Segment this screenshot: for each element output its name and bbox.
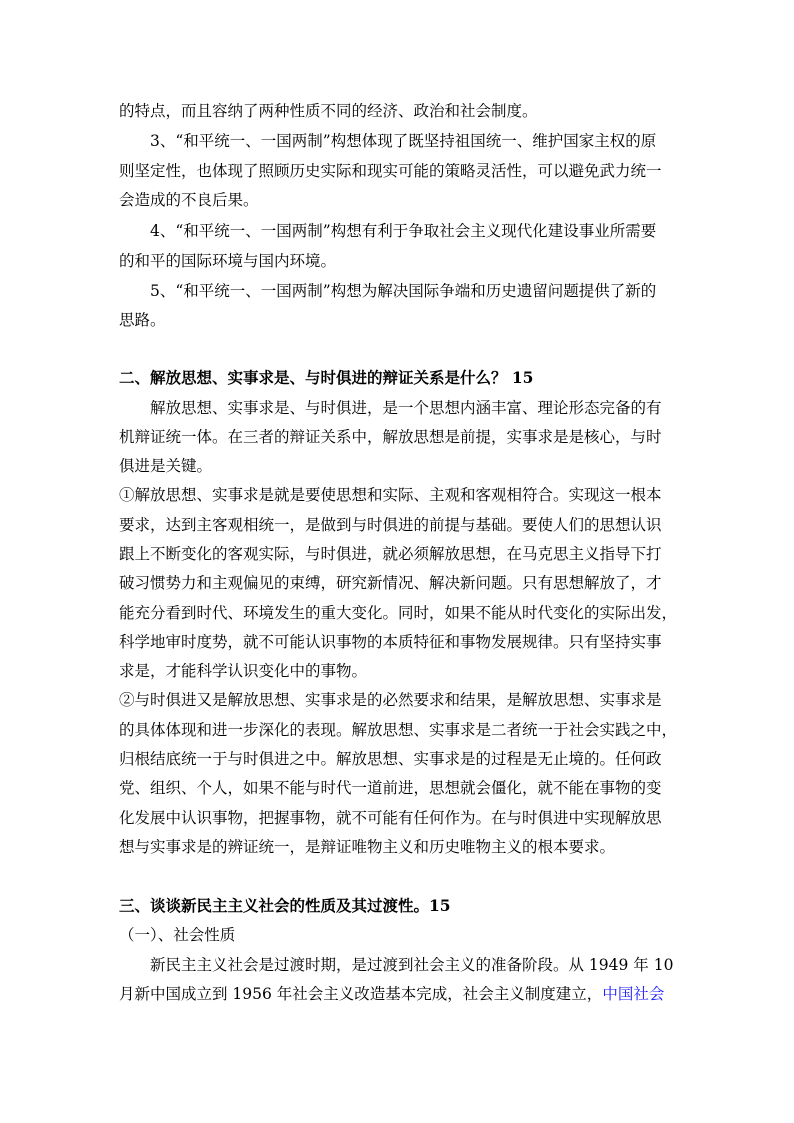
paragraph-line: 俱进是关键。 [119,457,213,475]
paragraph-line: 归根结底统一于与时俱进之中。解放思想、实事求是的过程是无止境的。任何政 [119,750,662,768]
paragraph-line: 科学地审时度势，就不可能认识事物的本质特征和事物发展规律。只有坚持实事 [119,633,662,651]
paragraph-line: 5、“和平统一、一国两制”构想为解决国际争端和历史遗留问题提供了新的 [150,282,657,300]
section-heading: 三、谈谈新民主主义社会的性质及其过渡性。15 [119,896,451,915]
paragraph-line: 想与实事求是的辨证统一，是辩证唯物主义和历史唯物主义的根本要求。 [119,838,616,856]
paragraph-line: 的具体体现和进一步深化的表现。解放思想、实事求是二者统一于社会实践之中， [119,721,678,739]
paragraph-line: 3、“和平统一、一国两制”构想体现了既坚持祖国统一、维护国家主权的原 [150,132,657,150]
paragraph-line: ②与时俱进又是解放思想、实事求是的必然要求和结果，是解放思想、实事求是 [119,691,662,709]
paragraph-line: 新民主主义社会是过渡时期，是过渡到社会主义的准备阶段。从 1949 年 10 [150,956,674,974]
paragraph-line: 会造成的不良后果。 [119,191,259,209]
paragraph-line: ①解放思想、实事求是就是要使思想和实际、主观和客观相符合。实现这一根本 [119,486,662,504]
paragraph-line: 4、“和平统一、一国两制”构想有利于争取社会主义现代化建设事业所需要 [150,222,657,240]
paragraph-line: 思路。 [119,311,166,329]
paragraph-line: 的和平的国际环境与国内环境。 [119,252,337,270]
paragraph-line: 破习惯势力和主观偏见的束缚，研究新情况、解决新问题。只有思想解放了，才 [119,574,662,592]
paragraph-line: 要求，达到主客观相统一，是做到与时俱进的前提与基础。要使人们的思想认识 [119,516,662,534]
paragraph-line: 党、组织、个人，如果不能与时代一道前进，思想就会僵化，就不能在事物的变 [119,779,662,797]
paragraph-line: 的特点，而且容纳了两种性质不同的经济、政治和社会制度。 [119,102,538,120]
paragraph-line: 则坚定性，也体现了照顾历史实际和现实可能的策略灵活性，可以避免武力统一 [119,162,662,180]
paragraph-line: 求是，才能科学认识变化中的事物。 [119,662,368,680]
paragraph-line [119,984,664,1004]
paragraph-line: 解放思想、实事求是、与时俱进，是一个思想内涵丰富、理论形态完备的有 [150,399,662,417]
hyperlink-text[interactable]: 中国社会 [602,985,665,1003]
paragraph-line: 机辩证统一体。在三者的辩证关系中，解放思想是前提，实事求是是核心，与时 [119,428,662,446]
section-heading: 二、解放思想、实事求是、与时俱进的辩证关系是什么？ 15 [119,368,534,387]
paragraph-line: 化发展中认识事物，把握事物，就不可能有任何作为。在与时俱进中实现解放思 [119,809,662,827]
subsection-heading: （一）、社会性质 [119,926,236,944]
paragraph-line: 能充分看到时代、环境发生的重大变化。同时，如果不能从时代变化的实际出发， [119,604,678,622]
paragraph-text: 月新中国成立到 1956 年社会主义改造基本完成，社会主义制度建立， [119,985,603,1003]
paragraph-line: 跟上不断变化的客观实际，与时俱进，就必须解放思想，在马克思主义指导下打 [119,545,662,563]
